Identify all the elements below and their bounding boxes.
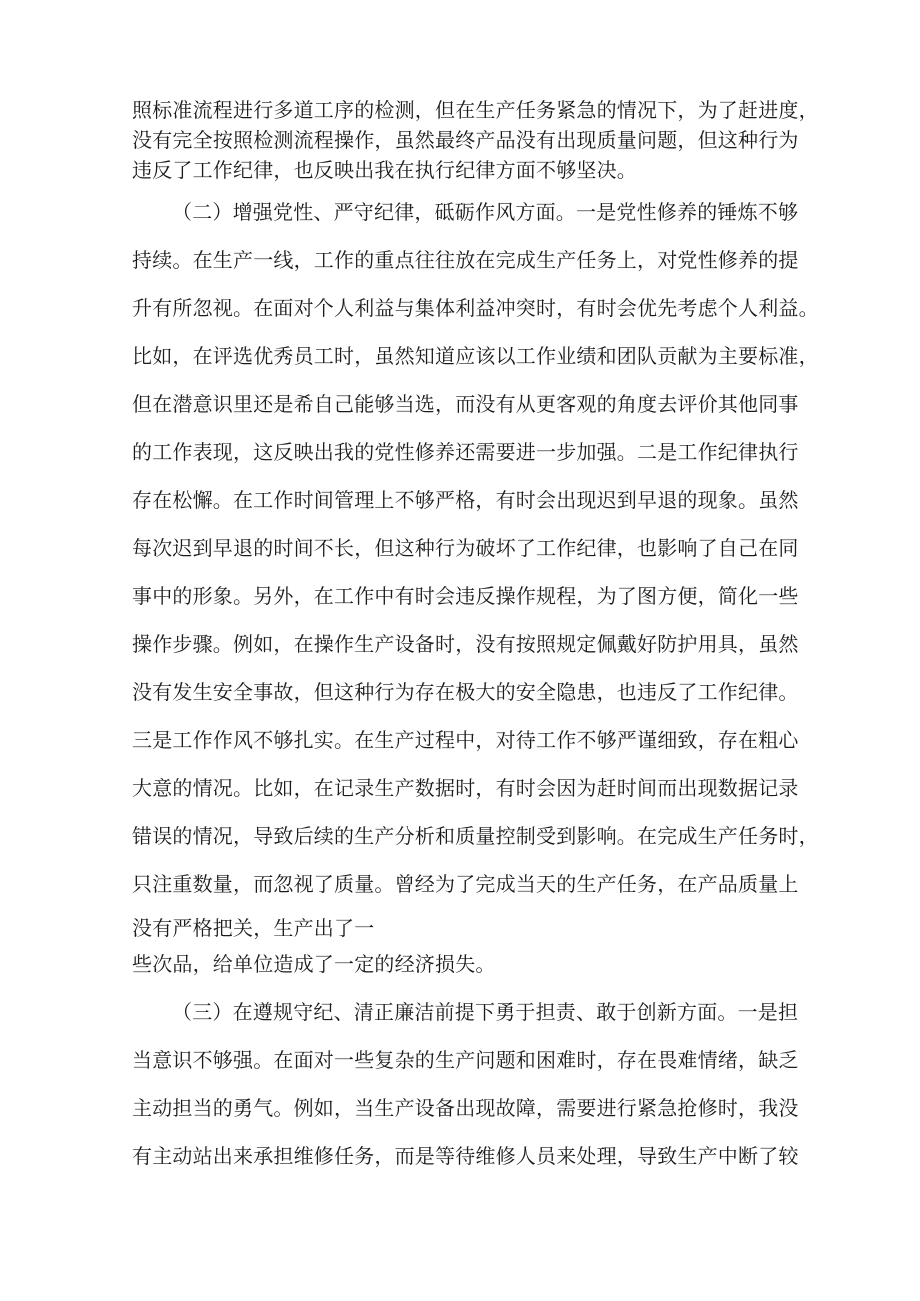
text-line: 比如，在评选优秀员工时，虽然知道应该以工作业绩和团队贡献为主要标准， (132, 344, 819, 368)
text-line: 只注重数量，而忽视了质量。曾经为了完成当天的生产任务，在产品质量上 (132, 872, 799, 896)
paragraph-heading-line: （二）增强党性、严守纪律，砥砺作风方面。一是党性修养的锤炼不够 (172, 200, 799, 224)
text-line: 没有发生安全事故，但这种行为存在极大的安全隐患，也违反了工作纪律。 (132, 680, 799, 704)
text-line: 错误的情况，导致后续的生产分析和质量控制受到影响。在完成生产任务时， (132, 824, 819, 848)
text-line: 没有严格把关，生产出了一 (132, 916, 375, 940)
text-line: 照标准流程进行多道工序的检测，但在生产任务紧急的情况下，为了赶进度， (132, 98, 819, 122)
text-line: 持续。在生产一线，工作的重点往往放在完成生产任务上，对党性修养的提 (132, 248, 799, 272)
paragraph-heading-line: （三）在遵规守纪、清正廉洁前提下勇于担责、敢于创新方面。一是担 (172, 1000, 799, 1024)
text-line: 操作步骤。例如，在操作生产设备时，没有按照规定佩戴好防护用具，虽然 (132, 632, 799, 656)
text-line: 主动担当的勇气。例如，当生产设备出现故障，需要进行紧急抢修时，我没 (132, 1096, 799, 1120)
text-line: 当意识不够强。在面对一些复杂的生产问题和困难时，存在畏难情绪，缺乏 (132, 1048, 799, 1072)
text-line: 没有完全按照检测流程操作，虽然最终产品没有出现质量问题，但这种行为 (132, 128, 799, 152)
text-line: 存在松懈。在工作时间管理上不够严格，有时会出现迟到早退的现象。虽然 (132, 488, 799, 512)
text-line: 升有所忽视。在面对个人利益与集体利益冲突时，有时会优先考虑个人利益。 (132, 296, 819, 320)
text-line: 大意的情况。比如，在记录生产数据时，有时会因为赶时间而出现数据记录 (132, 776, 799, 800)
text-line: 违反了工作纪律，也反映出我在执行纪律方面不够坚决。 (132, 158, 637, 182)
text-line: 些次品，给单位造成了一定的经济损失。 (132, 952, 496, 976)
text-line: 三是工作作风不够扎实。在生产过程中，对待工作不够严谨细致，存在粗心 (132, 728, 799, 752)
text-line: 有主动站出来承担维修任务，而是等待维修人员来处理，导致生产中断了较 (132, 1144, 799, 1168)
text-line: 事中的形象。另外，在工作中有时会违反操作规程，为了图方便，简化一些 (132, 584, 799, 608)
text-line: 的工作表现，这反映出我的党性修养还需要进一步加强。二是工作纪律执行 (132, 440, 799, 464)
text-line: 每次迟到早退的时间不长，但这种行为破坏了工作纪律，也影响了自己在同 (132, 536, 799, 560)
text-line: 但在潜意识里还是希自己能够当选，而没有从更客观的角度去评价其他同事 (132, 392, 799, 416)
